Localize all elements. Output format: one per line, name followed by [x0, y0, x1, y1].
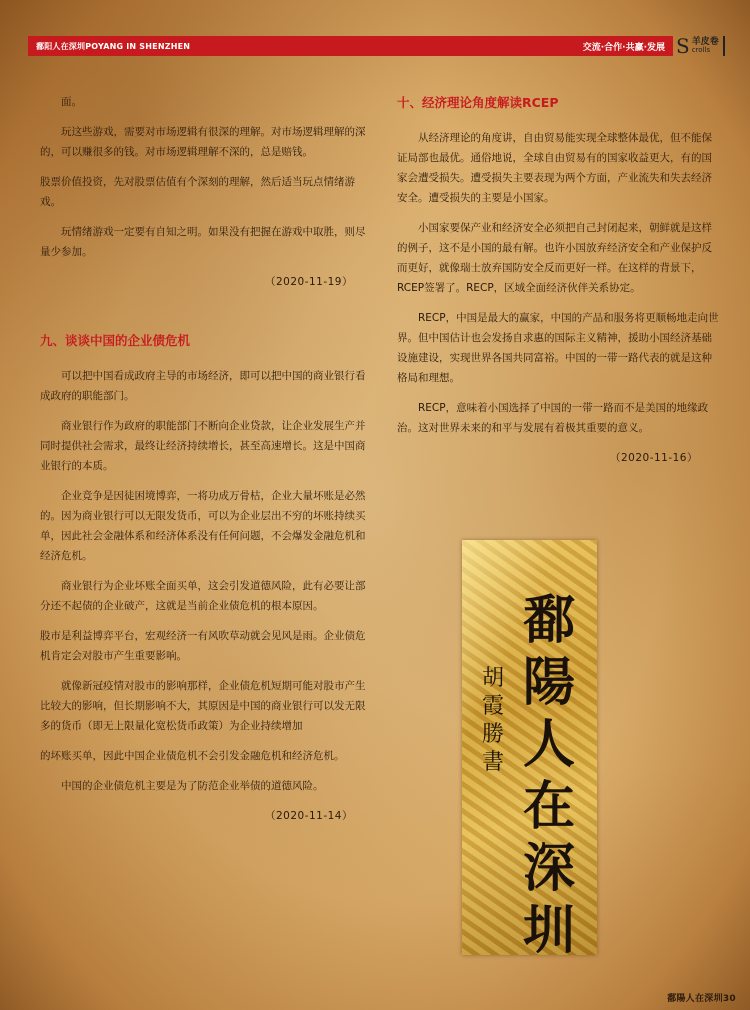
paragraph: 从经济理论的角度讲，自由贸易能实现全球整体最优，但不能保证局部也最优。通俗地说，全球自由贸易有的国家收益更大，有的国家会遭受损失。遭受损失主要表现为两个方面，产业流失和失去经济安全。遭受损失的主要是小国家。 [397, 132, 712, 204]
logo-english: crolls [691, 46, 711, 55]
right-column [397, 92, 720, 506]
paragraph: 就像新冠疫情对股市的影响那样，企业债危机短期可能对股市产生比较大的影响，但长期影响不大，其原因是中国的商业银行可以发无限多的货币（即无上限量化宽松货币政策）为企业持续增加 [40, 680, 366, 732]
paragraph: 股市是利益博弈平台，宏观经济一有风吹草动就会见风是雨。企业债危机肯定会对股市产生重要影响。 [40, 630, 366, 662]
paragraph: 的坏账买单，因此中国企业债危机不会引发金融危机和经济危机。 [40, 750, 345, 762]
logo-letter: S [676, 34, 690, 58]
magazine-title: 鄱阳人在深圳POYANG IN SHENZHEN [36, 41, 191, 51]
paragraph: 中国的企业债危机主要是为了防范企业举债的道德风险。 [61, 780, 324, 792]
calligraphy-artwork [462, 540, 597, 961]
header-bar [28, 36, 673, 56]
paragraph: 商业银行为企业坏账全面买单，这会引发道德风险，此有必要让部分还不起债的企业破产，这就是当前企业债危机的根本原因。 [40, 580, 366, 612]
paragraph: 玩情绪游戏一定要有自知之明。如果没有把握在游戏中取胜，则尽量少参加。 [40, 226, 366, 258]
calligraphy-signature: 胡霞勝書 [481, 666, 504, 775]
section-title: 十、经济理论角度解读RCEP [397, 95, 559, 110]
paragraph: 可以把中国看成政府主导的市场经济，即可以把中国的商业银行看成政府的职能部门。 [40, 370, 366, 402]
logo-chinese: 羊皮卷 [691, 36, 719, 47]
paragraph: RECP，意味着小国选择了中国的一带一路而不是美国的地缘政治。这对世界未来的和平与发展有着极其重要的意义。 [397, 402, 709, 434]
article-date: （2020-11-16） [609, 452, 698, 464]
paragraph: 小国家要保产业和经济安全必须把自己封闭起来，朝鲜就是这样的例子，这不是小国的最有解。也许小国放弃经济安全和产业保护反而更好，就像瑞士放弃国防安全反而更好一样。在这样的背景下，RCEP签署了。RECP，区域全面经济伙伴关系协定。 [397, 222, 712, 294]
page-number: 鄱陽人在深圳30 [667, 994, 736, 1004]
article-date: （2020-11-19） [264, 276, 353, 288]
paragraph: 商业银行作为政府的职能部门不断向企业贷款，让企业发展生产并同时提供社会需求，最终让经济持续增长，甚至高速增长。这是中国商业银行的本质。 [40, 420, 366, 472]
calligraphy-main-text: 鄱陽人在深圳 [522, 590, 575, 961]
section-title: 九、谈谈中国的企业债危机 [40, 333, 191, 348]
paragraph: 股票价值投资，先对股票估值有个深刻的理解，然后适当玩点情绪游戏。 [40, 176, 355, 208]
paragraph: RECP，中国是最大的赢家，中国的产品和服务将更顺畅地走向世界。但中国估计也会发扬自求惠的国际主义精神，援助小国经济基础设施建设，实现世界各国共同富裕。中国的一带一路代表的就是这种格局和理想。 [397, 312, 719, 384]
article-date: （2020-11-14） [264, 810, 353, 822]
paragraph: 玩这些游戏，需要对市场逻辑有很深的理解。对市场逻辑理解的深的，可以赚很多的钱。对市场逻辑理解不深的，总是赔钱。 [40, 126, 366, 158]
logo-stack [692, 38, 719, 55]
paragraph: 面。 [61, 96, 82, 108]
paragraph: 企业竞争是因徒困境博弈，一将功成万骨枯，企业大量坏账是必然的。因为商业银行可以无限发货币，可以为企业层出不穷的坏账持续买单，因此社会金融体系和经济体系没有任何问题，不会爆发金融危机和经济危机。 [40, 490, 366, 562]
slogan: 交流·合作·共赢·发展 [582, 42, 665, 53]
left-column [40, 92, 375, 864]
scrolls-logo [676, 34, 736, 58]
logo-divider [723, 36, 725, 56]
